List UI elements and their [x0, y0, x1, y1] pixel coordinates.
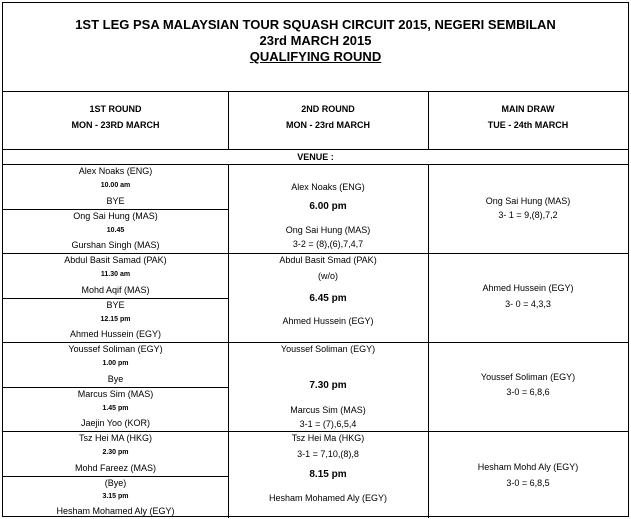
player-name: Gurshan Singh (MAS)	[71, 240, 160, 250]
player-name: Alex Noaks (ENG)	[78, 166, 153, 176]
match-divider	[3, 387, 228, 388]
column-1-date: MON - 23RD MARCH	[71, 120, 160, 130]
tournament-date: 23rd MARCH 2015	[259, 33, 372, 48]
draw-sheet	[2, 2, 629, 517]
player-name: Ong Sai Hung (MAS)	[73, 211, 158, 221]
divider	[3, 342, 628, 343]
round2-score: 3-2 = (8),(6),7,4,7	[292, 239, 364, 249]
match-time: 10.45	[106, 227, 125, 234]
player-name: Mohd Aqif (MAS)	[81, 285, 150, 295]
divider	[3, 91, 628, 92]
match-divider	[3, 209, 228, 210]
round2-score: 3-1 = (7),6,5,4	[299, 419, 357, 429]
round2-player: Ong Sai Hung (MAS)	[285, 225, 371, 235]
player-name: Abdul Basit Samad (PAK)	[64, 255, 167, 265]
round2-time: 7.30 pm	[309, 380, 347, 391]
main-draw-player: Ahmed Hussein (EGY)	[482, 283, 574, 293]
round2-time: 8.15 pm	[309, 469, 347, 480]
player-name: Bye	[107, 374, 124, 384]
player-name: Marcus Sim (MAS)	[77, 389, 154, 399]
divider	[3, 253, 628, 254]
round2-player: Tsz Hei Ma (HKG)	[291, 433, 365, 443]
venue-label: VENUE :	[297, 152, 334, 162]
match-divider	[3, 476, 228, 477]
round2-player: Hesham Mohamed Aly (EGY)	[268, 493, 388, 503]
player-name: (Bye)	[104, 478, 127, 488]
round2-time: 6.00 pm	[309, 201, 347, 212]
match-time: 12.15 pm	[100, 316, 131, 323]
player-name: Mohd Fareez (MAS)	[74, 463, 157, 473]
round2-player: Marcus Sim (MAS)	[290, 405, 366, 415]
player-name: Tsz Hei MA (HKG)	[78, 433, 152, 443]
match-divider	[3, 298, 228, 299]
main-draw-player: Hesham Mohd Aly (EGY)	[477, 462, 579, 472]
match-time: 10.00 am	[100, 182, 131, 189]
match-time: 2.30 pm	[102, 449, 129, 456]
column-divider	[228, 164, 229, 518]
player-name: Jaejin Yoo (KOR)	[80, 418, 151, 428]
match-time: 11.30 am	[100, 271, 131, 278]
round2-time: 6.45 pm	[309, 293, 347, 304]
player-name: BYE	[106, 196, 125, 206]
player-name: Hesham Mohamed Aly (EGY)	[56, 506, 175, 516]
divider	[3, 149, 628, 150]
column-2-date: MON - 23rd MARCH	[285, 120, 370, 130]
round2-player: Ahmed Hussein (EGY)	[282, 316, 374, 326]
main-draw-player: Youssef Soliman (EGY)	[480, 372, 576, 382]
column-3-date: TUE - 24th MARCH	[487, 120, 569, 130]
match-time: 1.00 pm	[102, 360, 129, 367]
tournament-title: 1ST LEG PSA MALAYSIAN TOUR SQUASH CIRCUIT 2015, NEGERI SEMBILAN	[75, 17, 556, 32]
main-draw-score: 3- 0 = 4,3,3	[505, 299, 551, 309]
column-3-title: MAIN DRAW	[501, 104, 555, 114]
main-draw-player: Ong Sai Hung (MAS)	[485, 196, 571, 206]
player-name: BYE	[106, 300, 125, 310]
divider	[3, 164, 628, 165]
round2-player: Abdul Basit Smad (PAK)	[279, 255, 377, 265]
match-time: 1.45 pm	[102, 405, 129, 412]
round2-player: Alex Noaks (ENG)	[291, 182, 365, 192]
main-draw-score: 3-0 = 6,8,5	[506, 478, 550, 488]
round2-score: 3-1 = 7,10,(8),8	[297, 449, 359, 459]
round2-player: Youssef Soliman (EGY)	[280, 344, 376, 354]
divider	[3, 431, 628, 432]
column-2-title: 2ND ROUND	[301, 104, 355, 114]
match-time: 3.15 pm	[102, 493, 129, 500]
round-title: QUALIFYING ROUND	[249, 49, 382, 64]
main-draw-score: 3-0 = 6,8,6	[506, 387, 550, 397]
main-draw-score: 3- 1 = 9,(8),7,2	[498, 210, 558, 220]
player-name: Ahmed Hussein (EGY)	[69, 329, 162, 339]
player-name: Youssef Soliman (EGY)	[68, 344, 163, 354]
round2-note: (w/o)	[318, 271, 338, 281]
column-1-title: 1ST ROUND	[89, 104, 142, 114]
